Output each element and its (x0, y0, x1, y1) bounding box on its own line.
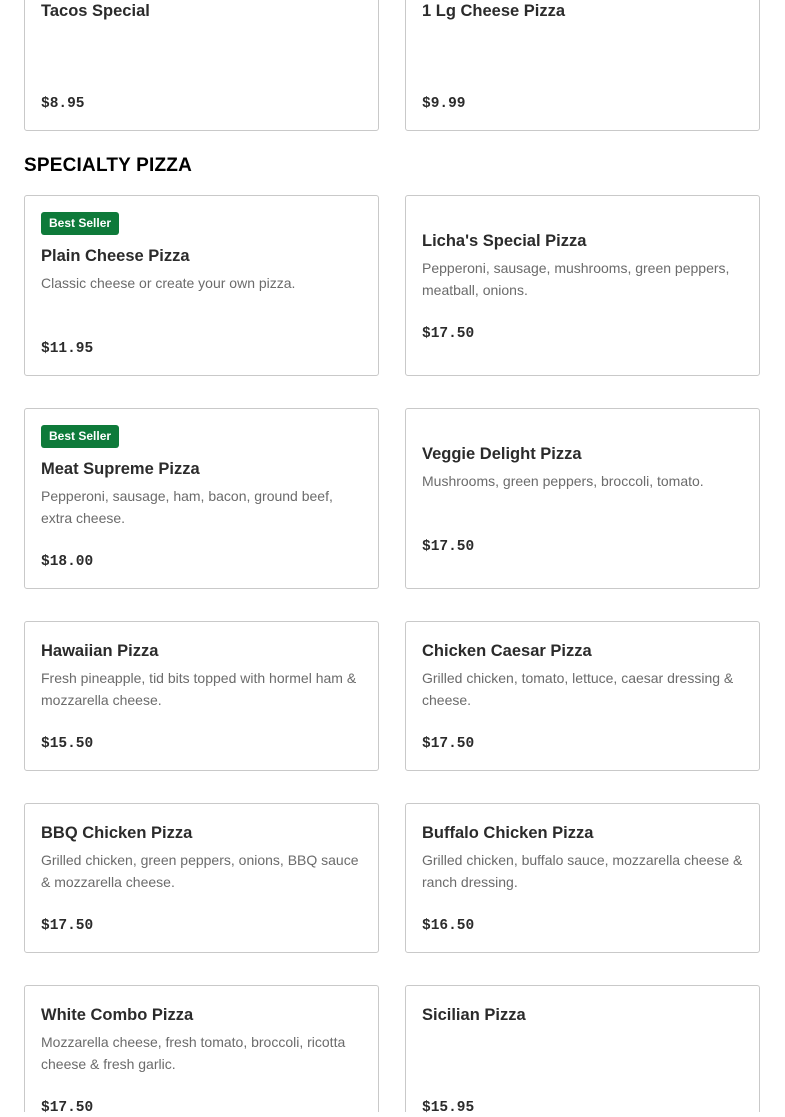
menu-item-price: $16.50 (422, 918, 475, 934)
menu-item-name: BBQ Chicken Pizza (41, 824, 193, 842)
best-seller-badge: Best Seller (41, 425, 119, 448)
menu-item-description: Mozzarella cheese, fresh tomato, broccoli, ricotta cheese & fresh garlic. (41, 1034, 346, 1072)
menu-item-price: $9.99 (422, 96, 466, 112)
menu-item-price: $17.50 (422, 736, 475, 752)
menu-item-name: Meat Supreme Pizza (41, 460, 200, 478)
menu-item-price: $17.50 (41, 918, 94, 934)
menu-item-card[interactable] (24, 803, 379, 953)
menu-item-card[interactable] (405, 0, 760, 131)
menu-item-description: Pepperoni, sausage, mushrooms, green peppers, meatball, onions. (422, 260, 730, 298)
menu-item-name: Chicken Caesar Pizza (422, 642, 592, 660)
menu-item-price: $17.50 (422, 539, 475, 555)
menu-item-name: Tacos Special (41, 2, 150, 20)
best-seller-badge: Best Seller (41, 212, 119, 235)
menu-item-description: Pepperoni, sausage, ham, bacon, ground beef, extra cheese. (41, 488, 333, 526)
menu-item-description: Grilled chicken, buffalo sauce, mozzarella cheese & ranch dressing. (422, 852, 743, 890)
menu-item-description: Mushrooms, green peppers, broccoli, tomato. (422, 473, 704, 489)
menu-item-price: $15.50 (41, 736, 94, 752)
menu-item-price: $15.95 (422, 1100, 475, 1116)
menu-item-price: $18.00 (41, 554, 94, 570)
menu-item-description: Classic cheese or create your own pizza. (41, 275, 296, 291)
menu-item-name: Sicilian Pizza (422, 1006, 526, 1024)
menu-item-name: Plain Cheese Pizza (41, 247, 190, 265)
menu-item-card[interactable] (24, 408, 379, 589)
menu-item-description: Grilled chicken, tomato, lettuce, caesar dressing & cheese. (422, 670, 734, 708)
menu-item-price: $17.50 (422, 326, 475, 342)
menu-item-description: Grilled chicken, green peppers, onions, BBQ sauce & mozzarella cheese. (41, 852, 359, 890)
menu-item-price: $8.95 (41, 96, 85, 112)
menu-item-name: Hawaiian Pizza (41, 642, 159, 660)
menu-item-name: Veggie Delight Pizza (422, 445, 582, 463)
menu-item-description: Fresh pineapple, tid bits topped with hormel ham & mozzarella cheese. (41, 670, 357, 708)
menu-item-card[interactable] (405, 195, 760, 376)
menu-item-card[interactable] (405, 803, 760, 953)
menu-item-card[interactable] (24, 985, 379, 1116)
menu-item-name: Buffalo Chicken Pizza (422, 824, 594, 842)
menu-item-price: $17.50 (41, 1100, 94, 1116)
menu-item-name: Licha's Special Pizza (422, 232, 587, 250)
section-heading: SPECIALTY PIZZA (24, 155, 193, 176)
menu-item-card[interactable] (405, 408, 760, 589)
menu-item-card[interactable] (24, 0, 379, 131)
menu-item-card[interactable] (405, 621, 760, 771)
menu-item-name: White Combo Pizza (41, 1006, 194, 1024)
menu-item-price: $11.95 (41, 341, 94, 357)
menu-item-card[interactable] (24, 195, 379, 376)
menu-item-name: 1 Lg Cheese Pizza (422, 2, 566, 20)
menu-item-card[interactable] (405, 985, 760, 1116)
menu-item-card[interactable] (24, 621, 379, 771)
